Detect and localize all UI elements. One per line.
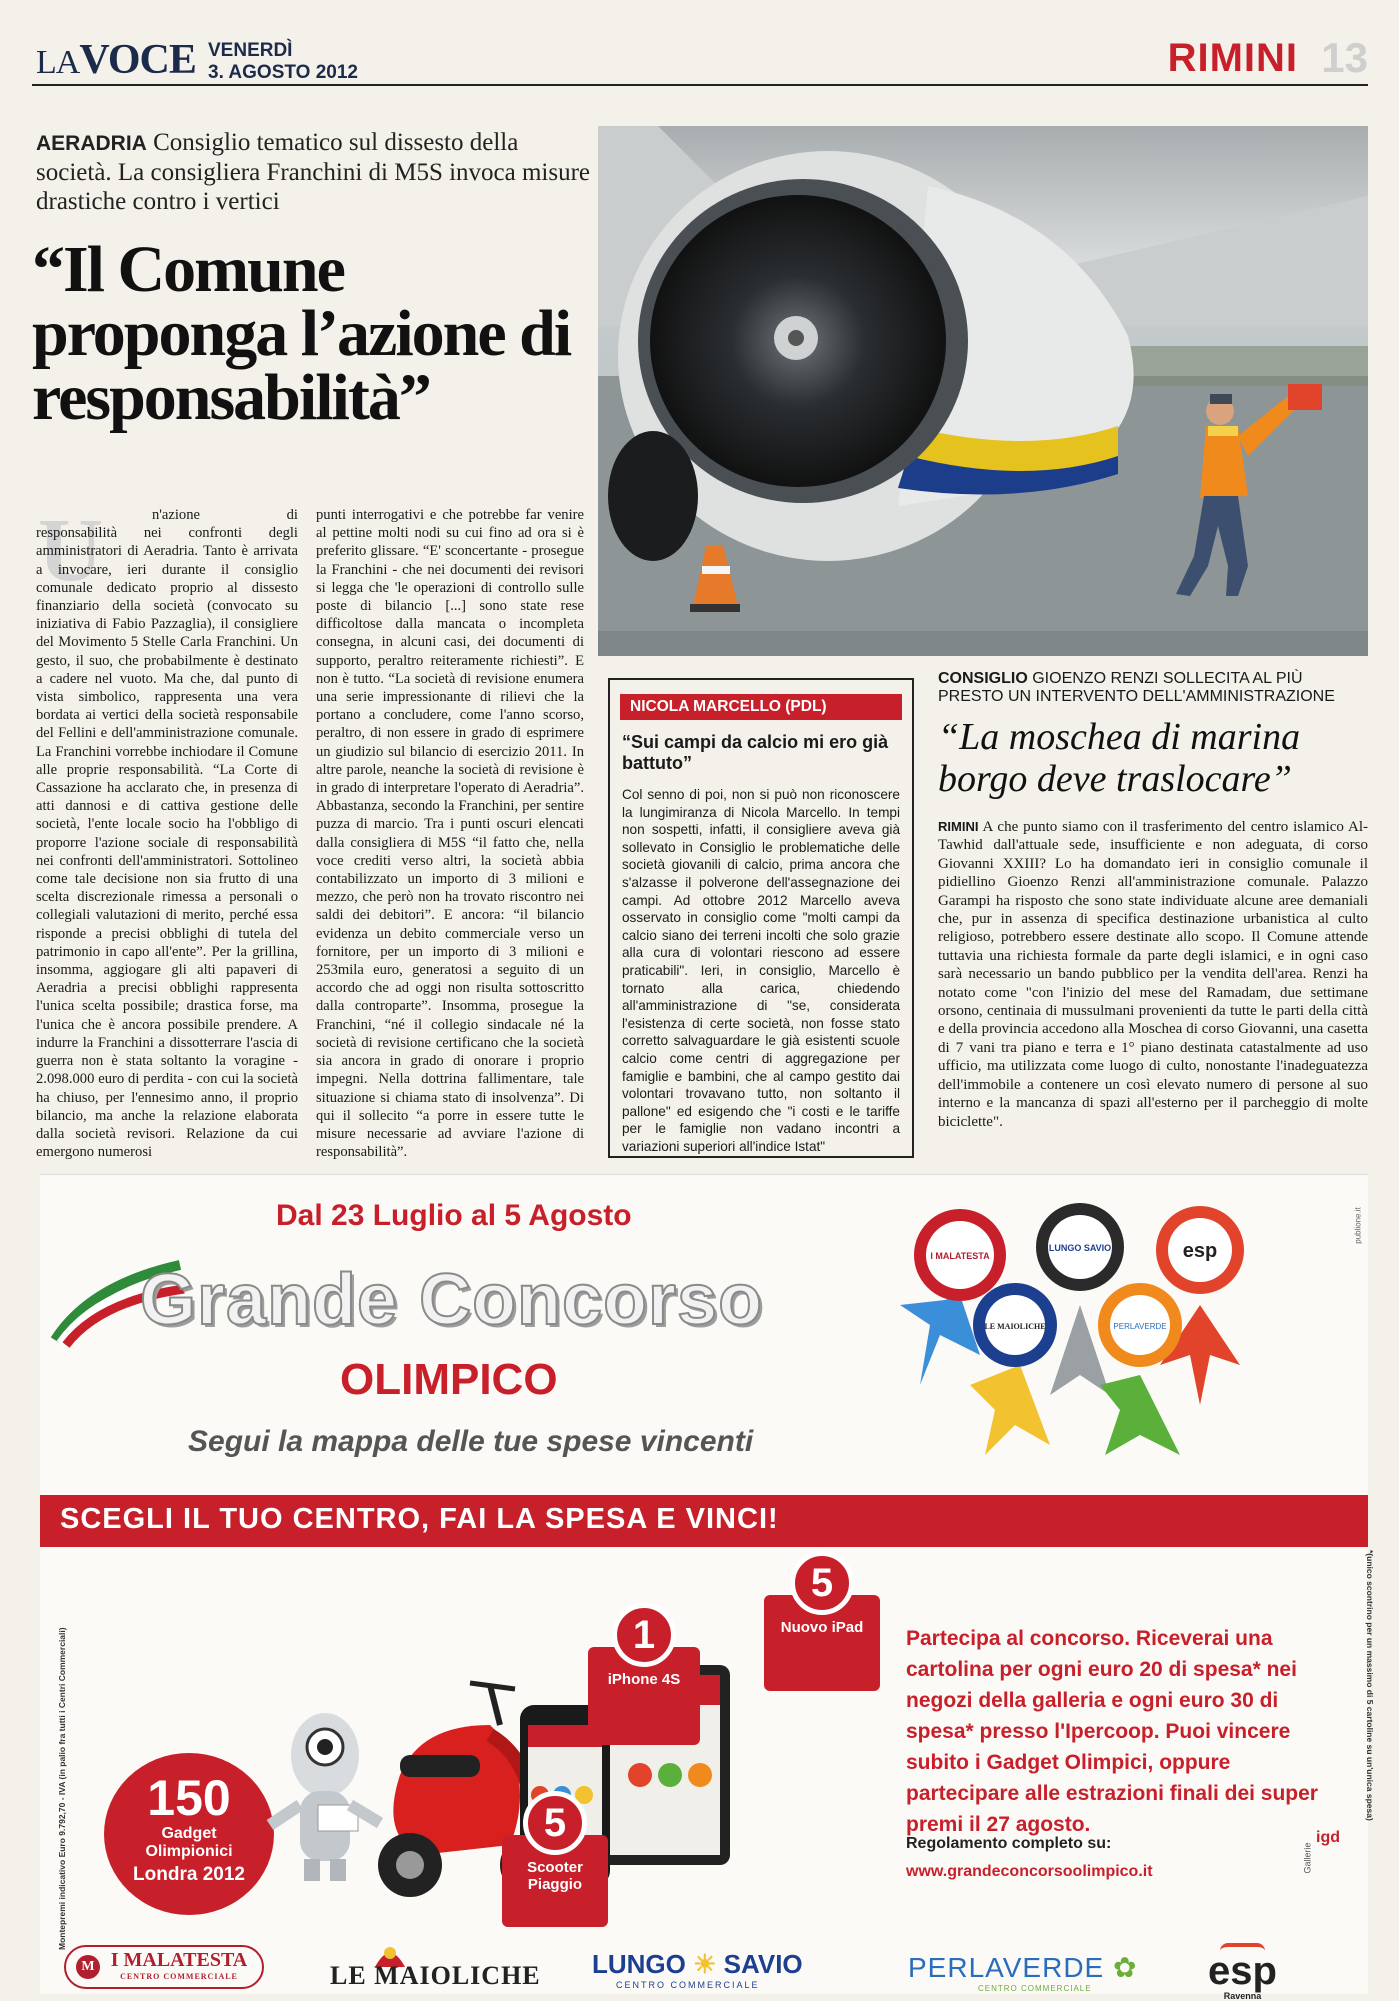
right-kicker-text: GIOENZO RENZI SOLLECITA AL PIÙ PRESTO UN INTERVENTO DELL'AMMINISTRAZIONE xyxy=(938,670,1335,705)
ad-url-link[interactable]: www.grandeconcorsoolimpico.it xyxy=(906,1863,1153,1880)
prize-ipad-number: 5 xyxy=(790,1551,854,1615)
malatesta-sub: CENTRO COMMERCIALE xyxy=(120,1972,238,1981)
article-column-1: n'azione di responsabilità nei confronti degli amministratori di Aeradria. Tanto è arrivata a invocare, ieri durante il consiglio comunale dedicato proprio al dissesto finanziario della società (convocato su iniziativa di Fabio Pazzaglia), il consigliere del Movimento 5 Stelle Carla Franchini. Un gesto, il suo, che probabilmente è destinato a cadere nel vuoto. Ma che, dal punto di vista simbolico, rappresenta una vera bordata ai vertici della società responsabile del Fellini e dell'amministrazione comunale. La Franchini vorrebbe inchiodare il Comune alle proprie responsabilità. “La Corte di Cassazione ha acclarato che, in presenza di atti dannosi e di cattiva gestione delle società, l'ente locale socio ha l'obbligo di proporre l'azione sociale di responsabilità nei confronti dell'amministratori. Sottolineo come tale decisione non sia frutto di una scelta discrezionale rimessa a personali o collegiali valutazioni di merito, perché essa risponde a precisi obblighi di tutela del patrimonio in capo all'ente”. Per la grillina, insomma, aggiogare gli alti papaveri di Aeradria a precisi obblighi rappresenta l'unica scelta possibile; drastica forse, ma l'unica che è ancora possibile prendere. A indurre la Franchini a dissotterrare l'ascia di guerra non è stata soltanto la voragine - 2.098.000 euro di perdita - con cui la società ha chiuso, per l'ennesimo anno, il proprio bilancio, ma anche la relazione elaborata dalla società revisori. Relazione da cui emergono numerosi xyxy=(36,507,298,1161)
airplane-engine-photo xyxy=(598,126,1368,656)
logo-lungo-savio[interactable] xyxy=(592,1949,803,1990)
prize-iphone xyxy=(588,1613,700,1745)
badge-number: 150 xyxy=(147,1770,231,1826)
badge-line2: Olimpionici xyxy=(145,1843,233,1860)
prize-scooter-number: 5 xyxy=(523,1791,587,1855)
right-article-headline: “La moschea di marina borgo deve traslocare” xyxy=(938,716,1301,800)
ad-banner xyxy=(40,1495,1368,1547)
gadget-badge xyxy=(104,1753,274,1915)
logo-le-maioliche[interactable]: LE MAIOLICHE xyxy=(330,1961,541,1990)
perlaverde-sub: CENTRO COMMERCIALE xyxy=(978,1984,1092,1993)
date: 3. AGOSTO 2012 xyxy=(208,62,358,83)
prize-iphone-number: 1 xyxy=(612,1603,676,1667)
box-body: Col senno di poi, non si può non riconoscere la lungimiranza di Nicola Marcello. In tempi non sospetti, infatti, il consigliere aveva già sollevato in Consiglio le problematiche delle società giovanili di calcio, prima ancora che s'alzasse il polverone dell'assegnazione dei campi. Ad ottobre 2012 Marcello aveva osservato in consiglio come "molti campi da calcio siano dei terreni incolti che solo grazie alla cura di volontari riescono ad essere praticabili". Ieri, in consiglio, Marcello è tornato alla carica, chiedendo all'amministrazione di "se, considerata l'esistenza di certe società, non fosse stato corretto salvaguardare le già esistenti scuole calcio come centri di aggregazione per famiglie e bambini, che al campo gestito dai volontari trovavano tutto, non soltanto il pallone" ed esigendo che "i costi e le tariffe per le famiglie non vadano incontri a variazioni superiori all'indice Istat" xyxy=(622,787,900,1154)
badge-line3: Londra 2012 xyxy=(133,1864,245,1885)
advertisement xyxy=(40,1174,1375,2001)
issue-date xyxy=(208,40,358,84)
medal-maioliche-icon xyxy=(970,1283,1057,1455)
ad-credit: publione.it xyxy=(1353,1207,1363,1244)
medal-perlaverde-label: PERLAVERDE xyxy=(1113,1322,1167,1331)
section-title: RIMINI xyxy=(1167,36,1298,80)
ad-dates: Dal 23 Luglio al 5 Agosto xyxy=(276,1199,632,1232)
right-kicker-tag: CONSIGLIO xyxy=(938,670,1028,687)
weekday: VENERDÌ xyxy=(208,40,293,61)
dateline: RIMINI xyxy=(938,819,979,834)
box-title: “Sui campi da calcio mi ero già battuto” xyxy=(622,732,889,773)
perlaverde-word: PERLAVERDE xyxy=(908,1952,1105,1983)
prize-scooter xyxy=(502,1801,608,1927)
ad-disclaimer-left: Montepremi indicativo Euro 9.792,70 - IVA (in palio fra tutti i Centri Commerciali) xyxy=(57,1627,67,1950)
sponsor-logos xyxy=(40,1939,1368,2001)
medal-esp-label: esp xyxy=(1182,1240,1218,1262)
logo-voce: VOCE xyxy=(79,37,196,83)
badge-line1: Gadget xyxy=(161,1825,217,1842)
logo-perlaverde[interactable] xyxy=(908,1951,1137,1993)
logo-i-malatesta[interactable] xyxy=(64,1945,264,1989)
article-headline: “Il Comune proponga l’azione di responsabilità” xyxy=(32,233,571,434)
esp-word: esp xyxy=(1208,1949,1277,1993)
malatesta-name: I MALATESTA xyxy=(110,1949,248,1971)
kicker-tag: AERADRIA xyxy=(36,132,147,155)
page-number: 13 xyxy=(1321,34,1368,81)
lungo-sub: CENTRO COMMERCIALE xyxy=(616,1980,760,1990)
article-kicker xyxy=(36,128,596,216)
logo-la: LA xyxy=(36,44,80,81)
prize-iphone-label: iPhone 4S xyxy=(607,1671,681,1688)
prize-ipad-label: Nuovo iPad xyxy=(780,1619,864,1636)
lungo-word: LUNGO xyxy=(592,1949,686,1979)
igd-logo: igd xyxy=(1316,1829,1340,1846)
gallerie-label: Gallerie xyxy=(1302,1842,1313,1874)
newspaper-logo[interactable] xyxy=(36,36,196,84)
right-article-text: A che punto siamo con il trasferimento del centro islamico Al-Tawhid dall'attuale sede, insufficiente e non adeguata, di corso Giovanni XXIII? Lo ha domandato ieri in consiglio comunale il pidiellino Gioenzo Renzi all'amministrazione comunale. Palazzo Garampi ha risposto che sono state individuate alcune aree demaniali che, pur in assenza di specifica destinazione urbanistica al culto religioso, potrebbero essere destinate allo scopo. Il Comune attende tuttavia una richiesta formale da parte degli islamici, e in ogni caso sarà necessario un bando pubblico per la vendita dell'area. Renzi ha notato come "con l'inizio del mese del Ramadam, due settimane orsono, centinaia di mussulmani provenienti da tutte le parti della città e della provincia accedono alla Moschea di corso Giovanni, una casetta di 7 vani tra piano e terra e 1° piano destinata catastalmente ad uso ufficio, ma utilizzata come luogo di culto, nonostante l'inadeguatezza dell'immobile a contenere un così elevato numero di persone al suo interno e la mancanza di spazi all'esterno per il parcheggio di molte biciclette". xyxy=(938,819,1368,1130)
medal-malatesta-label: I MALATESTA xyxy=(930,1251,990,1261)
sidebar-box xyxy=(608,678,914,1158)
right-article-body xyxy=(938,818,1368,1131)
page-header xyxy=(32,24,1368,86)
olympic-medal-mascots xyxy=(900,1195,1300,1495)
kicker-text: Consiglio tematico sul dissesto della società. La consigliera Franchini di M5S invoca misure drastiche contro i vertici xyxy=(36,129,591,215)
ad-regolamento: Regolamento completo su: xyxy=(906,1835,1112,1852)
prize-ipad xyxy=(764,1561,880,1691)
malatesta-emblem-icon: M xyxy=(76,1955,100,1979)
savio-word: SAVIO xyxy=(723,1949,803,1979)
ad-slogan: Segui la mappa delle tue spese vincenti xyxy=(188,1425,754,1458)
logo-esp[interactable] xyxy=(1208,1943,1277,2001)
prize-scooter-label: Scooter Piaggio xyxy=(527,1859,583,1893)
ad-subtitle: OLIMPICO xyxy=(340,1355,558,1404)
sun-icon: ☀ xyxy=(693,1949,717,1979)
shell-icon: ✿ xyxy=(1113,1952,1138,1983)
ad-title: Grande Concorso xyxy=(140,1260,764,1340)
article-column-2: punti interrogativi e che potrebbe far venire al pettine molti nodi su cui fino ad ora si è preferito glissare. “E' sconcertante - prosegue la Franchini - che nei documenti dei revisori si legga che 'le operazioni di controllo sulle poste di bilancio [...] sono state rese difficoltose dalla mancata o incompleta consegna, in alcuni casi, dei documenti di supporto, peraltro reiteramente richiesti”. E non è tutto. “La società di revisione enumera una serie impressionante di rilievi che la portano a concludere, come l'anno scorso, peraltro, di non essere in grado di esprimere un giudizio sul bilancio di esercizio 2011. In altre parole, neanche la società di revisione è in grado di interpretare l'operato di Aeradria”. Abbastanza, secondo la Franchini, per sentire puzza di marcio. Tra i punti oscuri elencati dalla consigliera di M5S “il fatto che, nella voce crediti verso altri, la società abbia contabilizzato un importo di 3 milioni e mezzo, che però non ha trovato riscontro nei saldi dei debitori”. E ancora: “il bilancio evidenza un debito commerciale verso un fornitore, per un importo di 3 milioni e 253mila euro, generatosi a seguito di un accordo che ad oggi non risulta sottoscritto dalla controparte”. Insomma, prosegue la Franchini, “né il collegio sindacale né la società di revisione certificano che la società sia ancora in grado di onorare i proprio impegni. Nella dottrina fallimentare, tale situazione si chiama stato di insolvenza”. Di qui il sollecito “a porre in essere tutte le misure necessarie ad avviare l'azione di responsabilità”. xyxy=(316,507,584,1161)
esp-sub: Ravenna xyxy=(1223,1991,1262,2001)
right-article-kicker xyxy=(938,670,1368,706)
medal-maioliche-label: LE MAIOLICHE xyxy=(984,1322,1046,1331)
ad-banner-text: SCEGLI IL TUO CENTRO, FAI LA SPESA E VINCI! xyxy=(60,1503,779,1535)
ad-disclaimer-right: *(unico scontrino per un massimo di 5 cartoline su un'unica spesa) xyxy=(1365,1550,1375,1821)
drop-cap: U xyxy=(38,501,103,600)
box-tag: NICOLA MARCELLO (PDL) xyxy=(620,694,902,720)
article-photo xyxy=(598,126,1368,656)
ad-copy: Partecipa al concorso. Riceverai una cartolina per ogni euro 20 di spesa* nei negozi della galleria e ogni euro 30 di spesa* presso l'Ipercoop. Puoi vincere subito i Gadget Olimpici, oppure partecipare alle estrazioni finali dei super premi il 27 agosto. xyxy=(906,1627,1318,1836)
medal-lungosavio-label: LUNGO SAVIO xyxy=(1048,1243,1112,1253)
medal-perlaverde-icon xyxy=(1098,1283,1182,1455)
